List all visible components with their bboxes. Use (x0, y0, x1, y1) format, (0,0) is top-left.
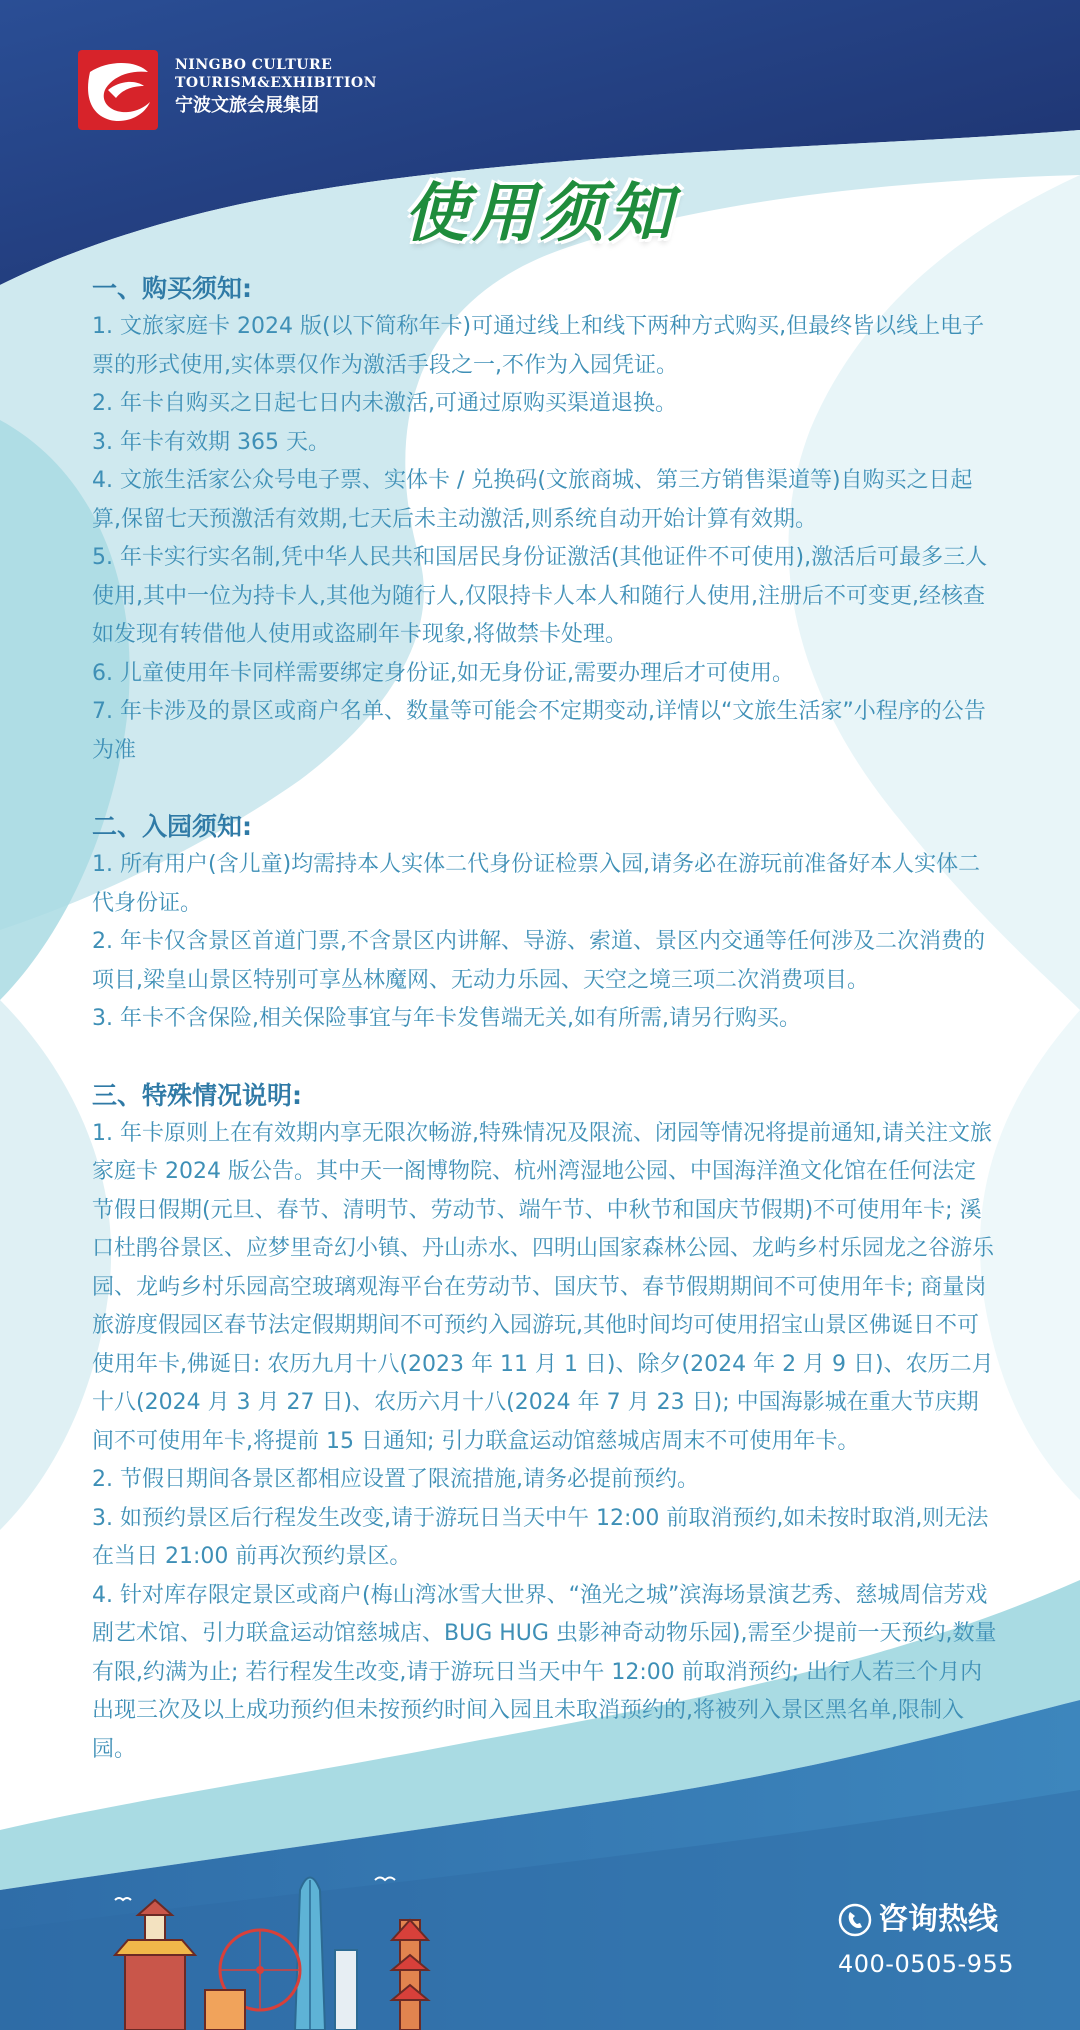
hotline-label: 咨询热线 (878, 1902, 998, 1937)
list-item: 3. 年卡有效期 365 天。 (92, 429, 330, 455)
phone-icon (838, 1903, 872, 1937)
list-item: 3. 年卡不含保险,相关保险事宜与年卡发售端无关,如有所需,请另行购买。 (92, 1006, 801, 1031)
list-item: 3. 如预约景区后行程发生改变,请于游玩日当天中午 12:00 前取消预约,如未按时取消,则无法在当日 21:00 前再次预约景区。 (92, 1505, 989, 1569)
list-item: 1. 年卡原则上在有效期内享无限次畅游,特殊情况及限流、闭园等情况将提前通知,请关注文旅家庭卡 2024 版公告。其中天一阁博物院、杭州湾湿地公园、中国海洋渔文化馆在任何法定节假日假期(元旦、春节、清明节、劳动节、端午节、中秋节和国庆节假期)不可使用年卡; 溪口杜鹃谷景区、应梦里奇幻小镇、丹山赤水、四明山国家森林公园、龙屿乡村乐园龙之谷游乐园、龙屿乡村乐园高空玻璃观海平台在劳动节、国庆节、春节假期期间不可使用年卡; 商量岗旅游度假园区春节法定假期期间不可预约入园游玩,其他时间均可使用招宝山景区佛诞日不可使用年卡,佛诞日: 农历九月十八(2023 年 11 月 1 日)、除夕(2024 年 2 月 9 日)、农历二月十八(2024 月 3 月 27 日)、农历六月十八(2024 年 7 月 23 日); 中国海影城在重大节庆期间不可使用年卡,将提前 15 日通知; 引力联盒运动馆慈城店周末不可使用年卡。 (92, 1120, 995, 1454)
list-item: 2. 年卡仅含景区首道门票,不含景区内讲解、导游、索道、景区内交通等任何涉及二次消费的项目,梁皇山景区特别可享丛林魔网、无动力乐园、天空之境三项二次消费项目。 (92, 929, 985, 993)
section-heading: 三、特殊情况说明: (92, 1080, 302, 1110)
list-item: 2. 年卡自购买之日起七日内未激活,可通过原购买渠道退换。 (92, 391, 677, 416)
section-heading: 一、购买须知: (92, 274, 252, 303)
page-title: 使用须知 (404, 177, 676, 251)
list-item: 2. 节假日期间各景区都相应设置了限流措施,请务必提前预约。 (92, 1467, 699, 1492)
section-heading: 二、入园须知: (92, 812, 252, 841)
brand-logo-icon (78, 50, 158, 130)
notice-body (92, 270, 997, 1807)
list-item: 1. 所有用户(含儿童)均需持本人实体二代身份证检票入园,请务必在游玩前准备好本人实体二代身份证。 (92, 852, 981, 916)
brand-name-en-line1: NINGBO CULTURE (175, 57, 333, 73)
list-item: 4. 文旅生活家公众号电子票、实体卡 / 兑换码(文旅商城、第三方销售渠道等)自购买之日起算,保留七天预激活有效期,七天后未主动激活,则系统自动开始计算有效期。 (92, 468, 973, 532)
hotline (838, 1900, 1028, 1982)
section-purchase (92, 270, 997, 770)
hotline-number[interactable]: 400-0505-955 (838, 1950, 1015, 1978)
brand-name-cn: 宁波文旅会展集团 (175, 95, 319, 116)
brand-logo (78, 50, 378, 130)
section-special-cases (92, 1077, 997, 1770)
brand-name (175, 56, 377, 119)
brand-name-en-line2: TOURISM&EXHIBITION (175, 75, 377, 91)
list-item: 1. 文旅家庭卡 2024 版(以下简称年卡)可通过线上和线下两种方式购买,但最终皆以线上电子票的形式使用,实体票仅作为激活手段之一,不作为入园凭证。 (92, 314, 985, 378)
list-item: 5. 年卡实行实名制,凭中华人民共和国居民身份证激活(其他证件不可使用),激活后可最多三人使用,其中一位为持卡人,其他为随行人,仅限持卡人本人和随行人使用,注册后不可变更,经核查如发现有转借他人使用或盗刷年卡现象,将做禁卡处理。 (92, 545, 988, 647)
list-item: 4. 针对库存限定景区或商户(梅山湾冰雪大世界、“渔光之城”滨海场景演艺秀、慈城周信芳戏剧艺术馆、引力联盒运动馆慈城店、BUG HUG 虫影神奇动物乐园),需至少提前一天预约,数量有限,约满为止; 若行程发生改变,请于游玩日当天中午 12:00 前取消预约; 出行人若三个月内出现三次及以上成功预约但未按预约时间入园且未取消预约的,将被列入景区黑名单,限制入园。 (92, 1582, 997, 1762)
list-item: 7. 年卡涉及的景区或商户名单、数量等可能会不定期变动,详情以“文旅生活家”小程序的公告为准 (92, 699, 986, 763)
list-item: 6. 儿童使用年卡同样需要绑定身份证,如无身份证,需要办理后才可使用。 (92, 660, 794, 686)
section-entry (92, 808, 997, 1039)
